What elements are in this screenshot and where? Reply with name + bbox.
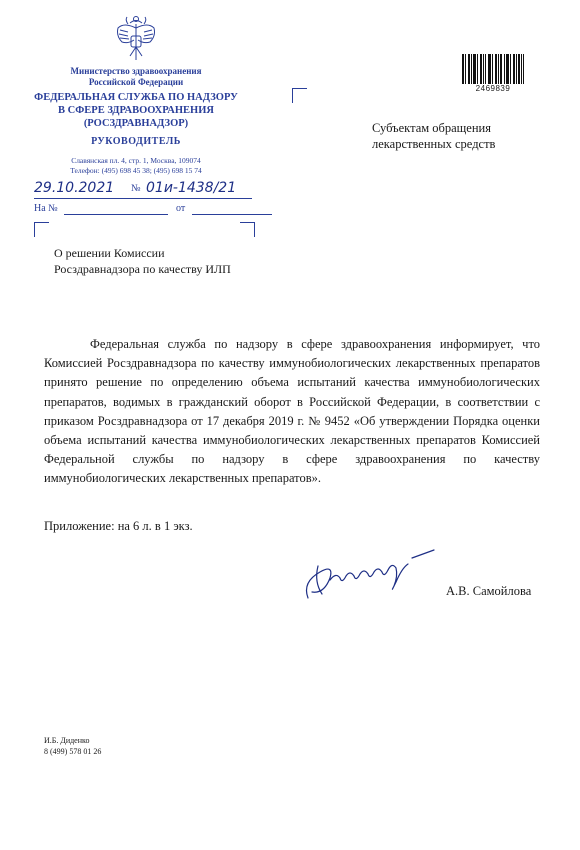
registration-number: 01и-1438/21 (146, 180, 237, 196)
recipient-block (372, 120, 552, 152)
service-line-2: В СФЕРЕ ЗДРАВООХРАНЕНИЯ (58, 105, 214, 116)
head-title: РУКОВОДИТЕЛЬ (91, 136, 181, 147)
service-name (28, 91, 244, 130)
address-line: Славянская пл. 4, стр. 1, Москва, 109074 (71, 156, 201, 165)
number-label: № (131, 183, 141, 194)
recipient-line-1: Субъектам обращения (372, 121, 491, 135)
attachment-note: Приложение: на 6 л. в 1 экз. (44, 519, 193, 533)
barcode (462, 54, 524, 84)
executor-name: И.Б. Диденко (44, 736, 90, 745)
ministry-name (38, 66, 234, 88)
executor-info (44, 735, 101, 757)
letterhead-address (38, 156, 234, 176)
barcode-number: 2469839 (475, 84, 511, 93)
body-paragraph: Федеральная служба по надзору в сфере здравоохранения информирует, что Комиссией Росздравнадзора по качеству иммунобиологических лекарственных препаратов принято решение по определению объема испытаний качества иммунобиологических препаратов, водимых в гражданский оборот в Российской Федерации, в соответствии с приказом Росздравнадзора от 17 декабря 2019 г. № 9452 «Об утверждении Порядка оценки объема испытаний качества иммунобиологических лекарственных препаратов Комиссией Федеральной службы по надзору в сфере здравоохранения по качеству иммунобиологических лекарственных препаратов». (44, 337, 540, 486)
handwritten-signature (300, 542, 438, 604)
reference-number-label: На № (34, 203, 58, 214)
reference-date-blank (192, 214, 272, 215)
letter-subject (54, 245, 274, 277)
service-line-1: ФЕДЕРАЛЬНАЯ СЛУЖБА ПО НАДЗОРУ (34, 92, 238, 103)
executor-phone: 8 (499) 578 01 26 (44, 747, 102, 756)
service-line-3: (РОСЗДРАВНАДЗОР) (83, 118, 189, 129)
registration-underline (34, 198, 252, 199)
reference-date-label: от (176, 203, 186, 214)
subject-line-1: О решении Комиссии (54, 246, 165, 260)
phone-line: Телефон: (495) 698 45 38; (495) 698 15 74 (70, 166, 202, 175)
recipient-line-2: лекарственных средств (372, 137, 496, 151)
ministry-line-2: Российской Федерации (88, 77, 184, 87)
reference-line (34, 203, 254, 217)
reference-number-blank (64, 214, 168, 215)
signer-name: А.В. Самойлова (446, 584, 532, 598)
letter-body (44, 335, 540, 489)
subject-corner-right (240, 222, 255, 237)
ministry-line-1: Министерство здравоохранения (70, 66, 202, 76)
registration-line (34, 178, 254, 200)
address-corner (292, 88, 307, 103)
subject-corner-left (34, 222, 49, 237)
registration-date: 29.10.2021 (34, 180, 115, 196)
subject-line-2: Росздравнадзора по качеству ИЛП (54, 262, 231, 276)
double-headed-eagle-icon (114, 14, 158, 62)
